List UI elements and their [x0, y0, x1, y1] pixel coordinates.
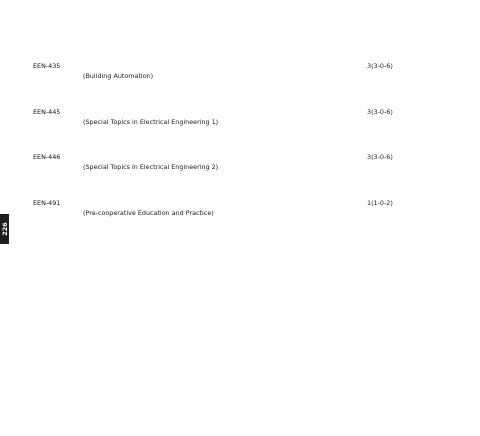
course-header — [33, 108, 459, 117]
course-header — [33, 62, 459, 71]
course-title-english: (Building Automation) — [83, 72, 154, 81]
course-entry — [33, 62, 459, 100]
course-description — [33, 175, 459, 191]
course-credits: 3(3-0-6) — [367, 62, 393, 70]
document-body — [33, 14, 459, 219]
course-header — [33, 199, 459, 208]
course-code: EEN-491 — [33, 198, 61, 207]
course-code: EEN-435 — [33, 62, 61, 70]
course-entry — [33, 153, 459, 191]
course-credits: 3(3-0-6) — [367, 107, 393, 116]
course-title-english: (Pre-cooperative Education and Practice) — [83, 208, 214, 217]
course-description — [33, 129, 459, 145]
page-number-tab — [0, 214, 9, 244]
course-header — [33, 153, 459, 162]
course-description — [33, 84, 459, 100]
course-entry — [33, 199, 459, 220]
course-title-english: (Special Topics in Electrical Engineering 2) — [83, 163, 219, 172]
intro-section — [33, 14, 459, 54]
course-entry — [33, 108, 459, 146]
course-code: EEN-445 — [33, 107, 61, 116]
side-caption-small — [3, 246, 9, 310]
course-credits: 1(1-0-2) — [367, 198, 393, 207]
course-code: EEN-446 — [33, 153, 61, 162]
course-credits: 3(3-0-6) — [367, 153, 393, 162]
course-title-english: (Special Topics in Electrical Engineering 1) — [83, 117, 219, 126]
side-caption-bold — [10, 252, 18, 308]
page-number: 226 — [0, 222, 9, 236]
intro-paragraph — [33, 14, 459, 54]
